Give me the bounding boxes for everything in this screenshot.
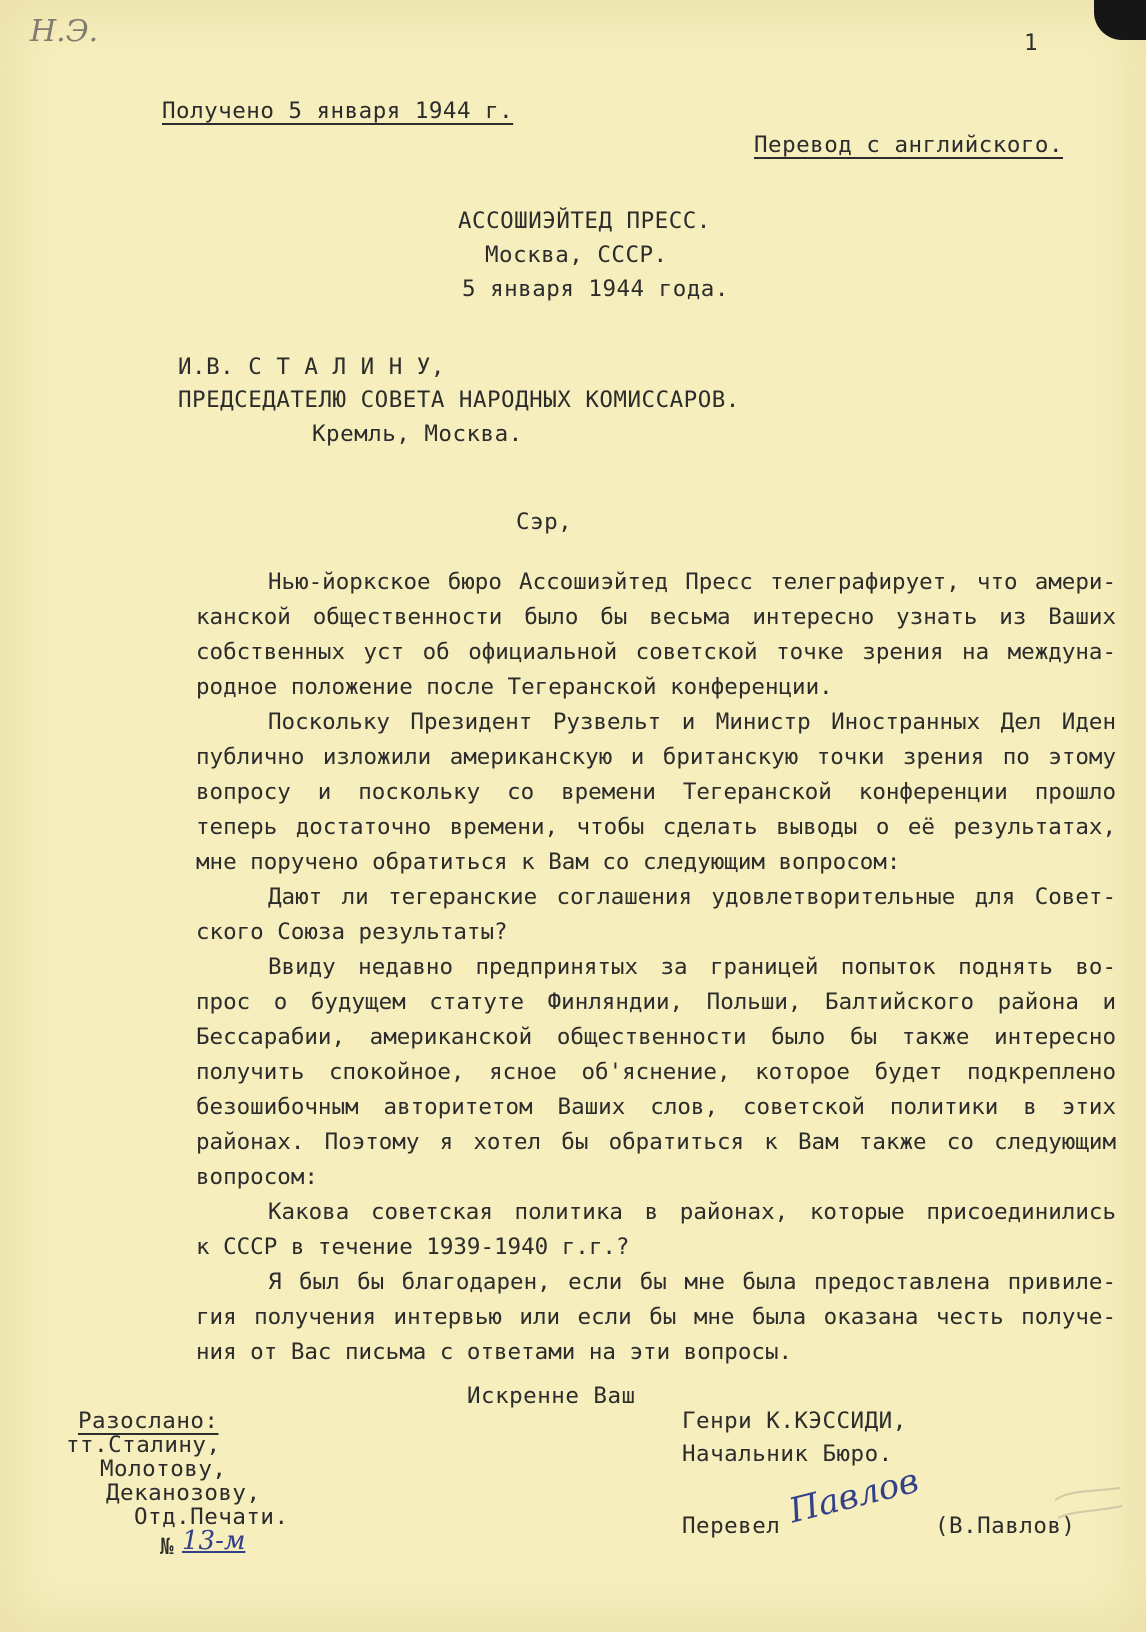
distribution-heading: Разослано: [78, 1408, 219, 1434]
closing: Искренне Ваш [467, 1383, 636, 1409]
body-line: вопросом: [196, 1164, 318, 1190]
scan-corner-shadow [1094, 0, 1146, 40]
body-line: собственных уст об официальной советской точке зрения на междуна- [196, 639, 1116, 665]
distribution-recipient: Отд.Печати. [134, 1504, 289, 1530]
body-line: гия получения интервью или если бы мне была оказана честь получе- [196, 1304, 1116, 1330]
salutation: Сэр, [516, 509, 573, 535]
pencil-note [1050, 1480, 1130, 1540]
pencil-scribble-icon [1050, 1480, 1130, 1540]
distribution-recipient: Деканозову, [106, 1480, 261, 1506]
body-line: канской общественности было бы весьма интересно узнать из Ваших [196, 604, 1116, 630]
received-stamp: Получено 5 января 1944 г. [162, 98, 514, 124]
header-city: Москва, СССР. [485, 242, 668, 268]
body-line: Я был бы благодарен, если бы мне была предоставлена привиле- [268, 1269, 1116, 1295]
body-line: Ввиду недавно предпринятых за границей попыток поднять во- [268, 954, 1116, 980]
signatory-name: Генри К.КЭССИДИ, [682, 1408, 907, 1434]
distribution-recipient: тт.Сталину, [66, 1432, 221, 1458]
translator-signature: Павлов [785, 1460, 923, 1532]
body-line: получить спокойное, ясное об'яснение, которое будет подкреплено [196, 1059, 1116, 1085]
page-number: 1 [1024, 30, 1039, 56]
distribution-recipient: Молотову, [100, 1456, 227, 1482]
translator-name: (В.Павлов) [935, 1513, 1076, 1539]
body-line: районах. Поэтому я хотел бы обратиться к Вам также со следующим [196, 1129, 1116, 1155]
body-line: ния от Вас письма с ответами на эти вопросы. [196, 1339, 793, 1365]
addressee-title: ПРЕДСЕДАТЕЛЮ СОВЕТА НАРОДНЫХ КОМИССАРОВ. [178, 387, 740, 413]
body-line: Бессарабии, американской общественности было бы также интересно [196, 1024, 1116, 1050]
distribution-number: 13-м [182, 1526, 246, 1556]
body-line: теперь достаточно времени, чтобы сделать выводы о её результатах, [196, 814, 1116, 840]
body-line: Дают ли тегеранские соглашения удовлетворительные для Совет- [268, 884, 1116, 910]
body-line: Какова советская политика в районах, которые присоединились [268, 1199, 1116, 1225]
body-line: публично изложили американскую и британскую точки зрения по этому [196, 744, 1116, 770]
translator-label: Перевел [682, 1513, 781, 1539]
body-line: прос о будущем статуте Финляндии, Польши, Балтийского района и [196, 989, 1116, 1015]
body-line: безошибочным авторитетом Ваших слов, советской политики в этих [196, 1094, 1116, 1120]
body-line: родное положение после Тегеранской конференции. [196, 674, 833, 700]
body-line: к СССР в течение 1939-1940 г.г.? [196, 1234, 630, 1260]
signatory-title: Начальник Бюро. [682, 1441, 893, 1467]
body-line: Поскольку Президент Рузвельт и Министр Иностранных Дел Иден [268, 709, 1116, 735]
letter-body [196, 565, 1116, 1370]
addressee-name: И.В. С Т А Л И Н У, [178, 354, 445, 380]
body-line: мне поручено обратиться к Вам со следующим вопросом: [196, 849, 901, 875]
body-line: Нью-йоркское бюро Ассошиэйтед Пресс телеграфирует, что амери- [268, 569, 1116, 595]
body-line: вопросу и поскольку со времени Тегеранской конференции прошло [196, 779, 1116, 805]
distribution-number-prefix: № [160, 1534, 175, 1560]
header-org: АССОШИЭЙТЕД ПРЕСС. [458, 208, 711, 234]
addressee-location: Кремль, Москва. [312, 421, 523, 447]
translation-note: Перевод с английского. [754, 132, 1064, 158]
header-date: 5 января 1944 года. [462, 276, 729, 302]
body-line: ского Союза результаты? [196, 919, 508, 945]
margin-note: Н.Э. [30, 14, 99, 49]
